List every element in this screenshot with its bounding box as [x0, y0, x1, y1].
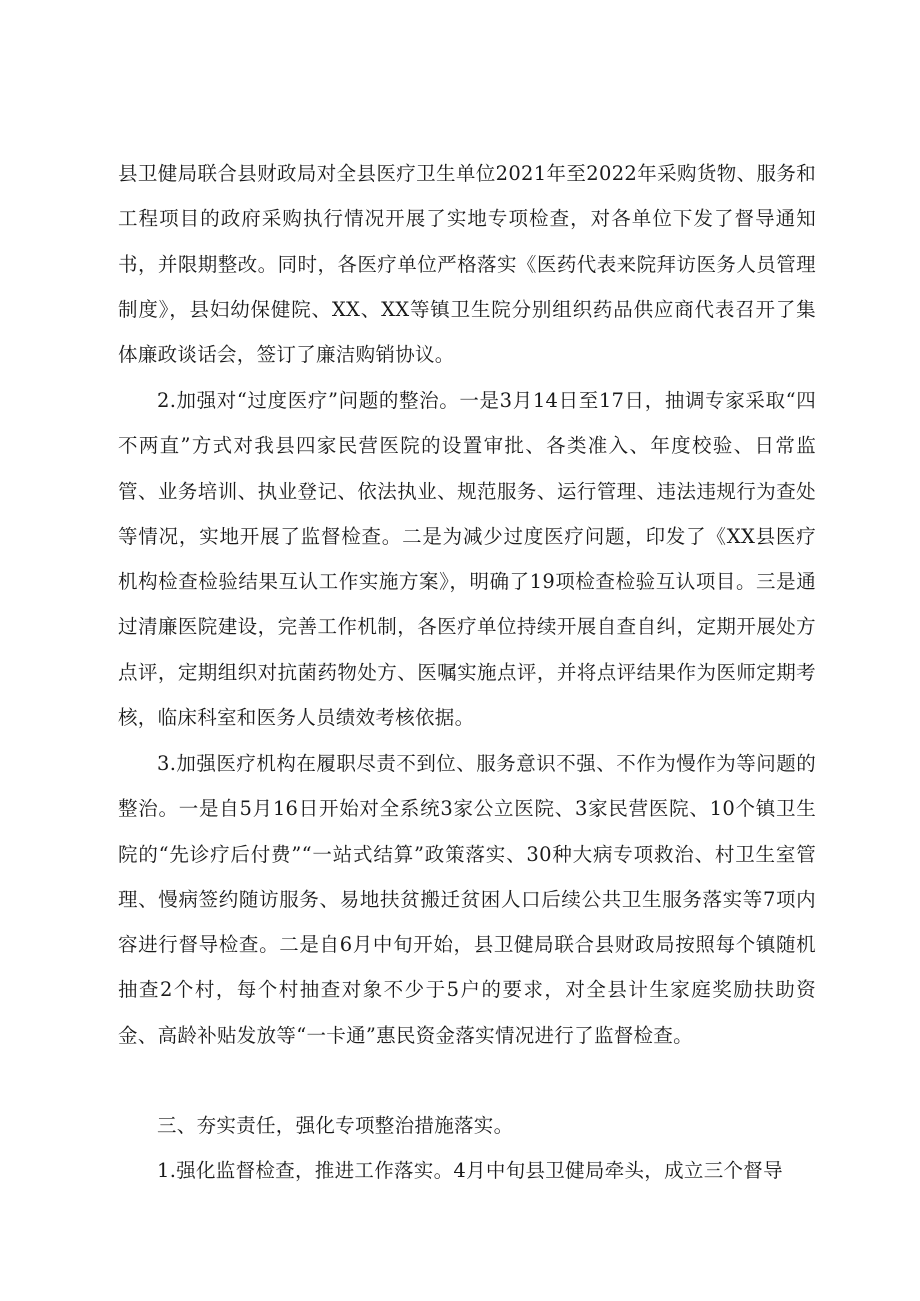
paragraph-supervision-inspection: 1.强化监督检查，推进工作落实。4月中旬县卫健局牵头，成立三个督导 — [157, 1159, 783, 1182]
paragraph-over-treatment-rectification: 2.加强对“过度医疗”问题的整治。一是3月14日至17日，抽调专家采取“四不两直”方式对我县四家民营医院的设置审批、各类准入、年度校验、日常监管、业务培训、执业登记、依法执业、规范服务、运行管理、违法违规行为查处等情况，实地开展了监督检查。二是为减少过度医疗问题，印发了《XX县医疗机构检查检验结果互认工作实施方案》，明确了19项检查检验互认项目。三是通过清廉医院建设，完善工作机制，各医疗单位持续开展自查自纠，定期开展处方点评，定期组织对抗菌药物处方、医嘱实施点评，并将点评结果作为医师定期考核，临床科室和医务人员绩效考核依据。 — [118, 389, 816, 730]
paragraph-medical-institution-duties: 3.加强医疗机构在履职尽责不到位、服务意识不强、不作为慢作为等问题的整治。一是自5月16日开始对全系统3家公立医院、3家民营医院、10个镇卫生院的“先诊疗后付费”“一站式结算”政策落实、30种大病专项救治、村卫生室管理、慢病签约随访服务、易地扶贫搬迁贫困人口后续公共卫生服务落实等7项内容进行督导检查。二是自6月中旬开始，县卫健局联合县财政局按照每个镇随机抽查2个村，每个村抽查对象不少于5户的要求，对全县计生家庭奖励扶助资金、高龄补贴发放等“一卡通”惠民资金落实情况进行了监督检查。 — [118, 752, 816, 1047]
section-heading-responsibility: 三、夯实责任，强化专项整治措施落实。 — [157, 1114, 514, 1137]
paragraph-procurement-inspection: 县卫健局联合县财政局对全县医疗卫生单位2021年至2022年采购货物、服务和工程项目的政府采购执行情况开展了实地专项检查，对各单位下发了督导通知书，并限期整改。同时，各医疗单位严格落实《医药代表来院拜访医务人员管理制度》，县妇幼保健院、XX、XX等镇卫生院分别组织药品供应商代表召开了集体廉政谈话会，签订了廉洁购销协议。 — [118, 162, 816, 367]
